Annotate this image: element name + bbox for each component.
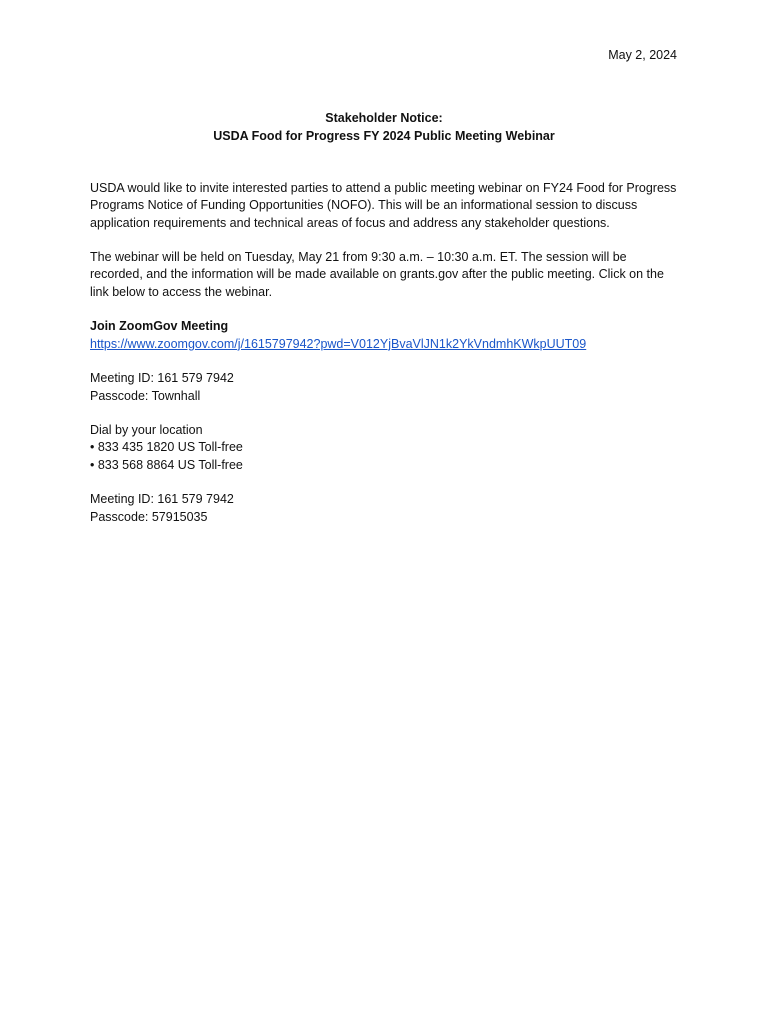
meeting-credentials-1	[90, 370, 680, 405]
document-title	[0, 110, 768, 145]
schedule-paragraph: The webinar will be held on Tuesday, May 21 from 9:30 a.m. – 10:30 a.m. ET. The session will be recorded, and the information will be made available on grants.gov after the public meeting. Click on the link below to access the webinar.	[90, 250, 664, 299]
dial-heading: Dial by your location	[90, 423, 203, 438]
join-section	[90, 318, 680, 353]
passcode-1: Passcode: Townhall	[90, 388, 201, 403]
dial-item: • 833 435 1820 US Toll-free	[90, 440, 243, 455]
dial-item: • 833 568 8864 US Toll-free	[90, 457, 243, 472]
title-line-1: Stakeholder Notice:	[325, 111, 443, 125]
document-body	[90, 180, 680, 543]
meeting-credentials-2	[90, 491, 680, 526]
meeting-id-2: Meeting ID: 161 579 7942	[90, 492, 234, 507]
meeting-id-1: Meeting ID: 161 579 7942	[90, 371, 234, 386]
passcode-2: Passcode: 57915035	[90, 509, 208, 524]
intro-paragraph: USDA would like to invite interested parties to attend a public meeting webinar on FY24 Food for Progress Programs Notice of Funding Opportunities (NOFO). This will be an informational session to discuss application requirements and technical areas of focus and address any stakeholder questions.	[90, 181, 677, 230]
zoomgov-meeting-link[interactable]: https://www.zoomgov.com/j/1615797942?pwd=V012YjBvaVlJN1k2YkVndmhKWkpUUT09	[90, 336, 587, 351]
title-line-2: USDA Food for Progress FY 2024 Public Meeting Webinar	[213, 128, 555, 143]
document-date: May 2, 2024	[608, 48, 677, 62]
dial-section	[90, 422, 680, 474]
join-heading: Join ZoomGov Meeting	[90, 319, 229, 334]
